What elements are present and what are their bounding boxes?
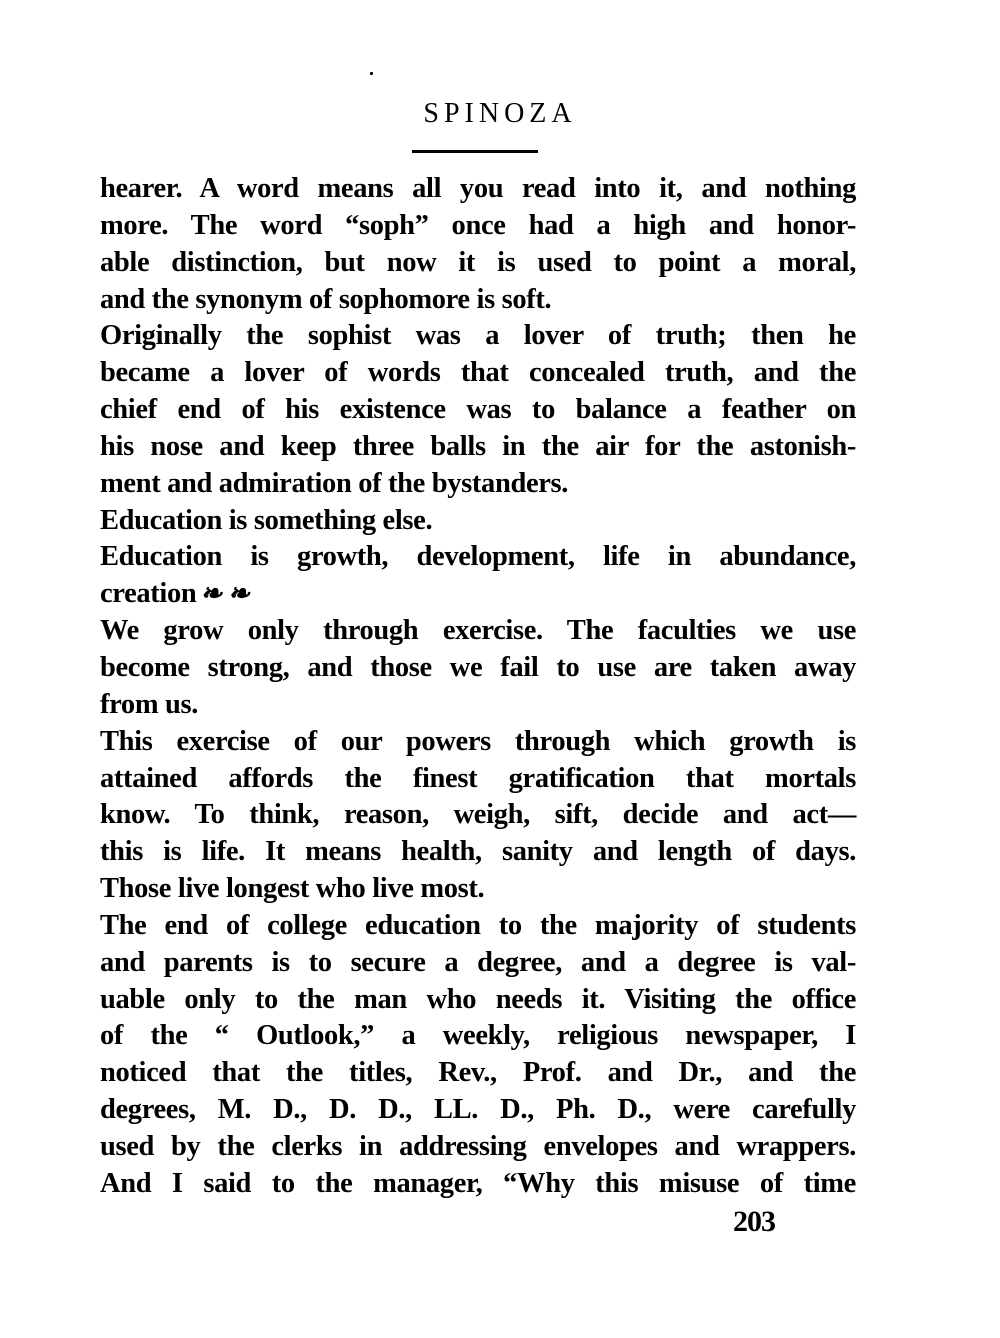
text-line: Education is something else.: [100, 504, 433, 536]
text-fragment: creation: [100, 578, 197, 610]
body-text: [100, 171, 856, 1203]
text-line: noticed that the titles, Rev., Prof. and Dr., and the: [100, 1057, 856, 1089]
text-line: and parents is to secure a degree, and a degree is val-: [100, 946, 856, 978]
header-rule: [412, 150, 538, 153]
text-line: and the synonym of sophomore is soft.: [100, 283, 552, 315]
text-line: know. To think, reason, weigh, sift, decide and act—: [100, 799, 856, 831]
page-number: 203: [733, 1205, 775, 1238]
running-head: SPINOZA: [423, 98, 577, 129]
text-line: We grow only through exercise. The faculties we use: [100, 615, 856, 647]
text-line: became a lover of words that concealed truth, and the: [100, 357, 856, 389]
text-line: uable only to the man who needs it. Visiting the office: [100, 983, 856, 1015]
text-line: this is life. It means health, sanity and length of days.: [100, 836, 856, 868]
text-line: his nose and keep three balls in the air for the astonish-: [100, 430, 856, 462]
fleuron-ornament-icon: ❧ ❧: [200, 579, 250, 609]
text-line: able distinction, but now it is used to point a moral,: [100, 246, 856, 278]
text-line-with-ornament: [100, 576, 856, 613]
print-speck: [370, 72, 373, 75]
text-line: Originally the sophist was a lover of truth; then he: [100, 320, 856, 352]
text-line: This exercise of our powers through which growth is: [100, 725, 856, 757]
text-line: chief end of his existence was to balance a feather on: [100, 394, 856, 426]
text-line: hearer. A word means all you read into it, and nothing: [100, 173, 856, 204]
text-line: used by the clerks in addressing envelopes and wrappers.: [100, 1130, 856, 1162]
text-line: ment and admiration of the bystanders.: [100, 467, 569, 499]
text-line: attained affords the finest gratification that mortals: [100, 762, 856, 794]
text-line: And I said to the manager, “Why this misuse of time: [100, 1167, 856, 1199]
text-line: more. The word “soph” once had a high and honor-: [100, 209, 856, 241]
text-line: Those live longest who live most.: [100, 873, 485, 905]
text-line: of the “ Outlook,” a weekly, religious newspaper, I: [100, 1020, 856, 1052]
text-line: degrees, M. D., D. D., LL. D., Ph. D., were carefully: [100, 1094, 856, 1126]
text-line: The end of college education to the majority of students: [100, 909, 856, 941]
text-line: become strong, and those we fail to use are taken away: [100, 651, 856, 683]
text-line: Education is growth, development, life in abundance,: [100, 541, 856, 573]
text-line: from us.: [100, 688, 199, 720]
